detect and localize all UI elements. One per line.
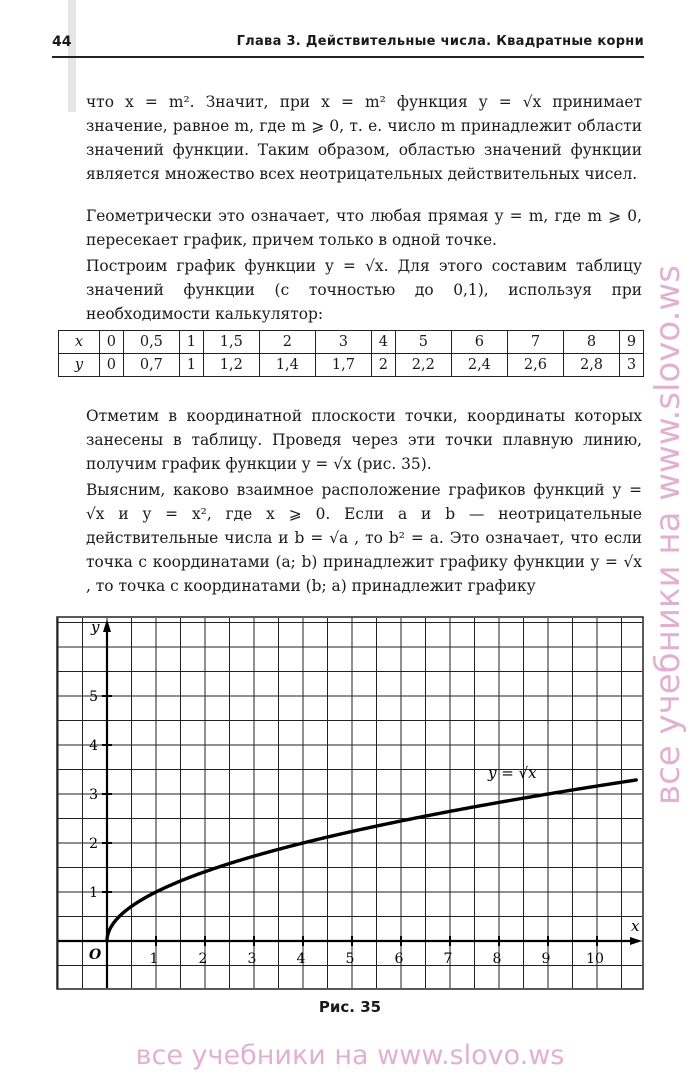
watermark-bottom: все учебники на www.slovo.ws [135, 1040, 565, 1071]
paragraph-2-text: Геометрически это означает, что любая прямая y = m, где m ⩾ 0, пересекает график, причем только в одной точке. [86, 207, 642, 249]
table-cell: 1,5 [203, 331, 259, 354]
function-label: y = √x [488, 764, 537, 782]
graph-frame [57, 617, 643, 989]
paragraph-2 [86, 204, 642, 252]
table-cell: 1,2 [203, 354, 259, 377]
table-cell: 0,5 [123, 331, 179, 354]
paragraph-1 [86, 90, 642, 186]
paragraph-3-text: Построим график функции y = √x. Для этого составим таблицу значений функции (с точностью до 0,1), используя при необходимости калькулятор: [86, 257, 642, 323]
table-cell: 1 [179, 354, 203, 377]
x-tick-label: 8 [492, 951, 502, 967]
table-row-y-label: y [59, 354, 100, 377]
table-cell: 2,6 [507, 354, 563, 377]
table-cell: 2 [259, 331, 315, 354]
x-tick-label: 7 [443, 951, 453, 967]
table-cell: 0 [100, 331, 124, 354]
paragraph-4-text: Отметим в координатной плоскости точки, координаты которых занесены в таблицу. Проведя через эти точки плавную линию, получим график функции y = √x (рис. 35). [86, 407, 642, 473]
page-header [52, 34, 644, 56]
table-row-x [59, 331, 644, 354]
table-cell: 2,8 [563, 354, 619, 377]
x-tick-label: 5 [345, 951, 355, 967]
page-number: 44 [52, 34, 72, 50]
paragraph-1-text: что x = m². Значит, при x = m² функция y = √x принимает значение, равное m, где m ⩾ 0, т. е. число m принадлежит области значений функции. Таким образом, областью значений функции является множество всех неотрицательных действительных чисел. [86, 93, 642, 183]
table-cell: 0 [100, 354, 124, 377]
x-tick-label: 10 [586, 951, 604, 967]
table-cell: 7 [507, 331, 563, 354]
table-row-x-label: x [59, 331, 100, 354]
table-cell: 1,7 [315, 354, 371, 377]
x-tick-label: 2 [198, 951, 208, 967]
table-cell: 1,4 [259, 354, 315, 377]
table-row-y [59, 354, 644, 377]
paragraph-3 [86, 254, 642, 326]
table-cell: 4 [371, 331, 395, 354]
x-tick-label: 4 [296, 951, 306, 967]
table-cell: 1 [179, 331, 203, 354]
grid [57, 617, 643, 989]
table-cell: 6 [451, 331, 507, 354]
table-cell: 2,4 [451, 354, 507, 377]
sqrt-function-graph [56, 616, 644, 990]
paragraph-4 [86, 404, 642, 476]
axis-labels [89, 618, 640, 963]
table-cell: 2,2 [395, 354, 451, 377]
watermark-side: все учебники на www.slovo.ws [648, 265, 688, 805]
table-cell: 2 [371, 354, 395, 377]
table-cell: 3 [315, 331, 371, 354]
y-axis-arrow-icon [103, 619, 111, 632]
x-tick-label: 6 [394, 951, 404, 967]
axes [58, 619, 642, 988]
table-cell: 0,7 [123, 354, 179, 377]
x-tick-label: 1 [149, 951, 159, 967]
x-tick-label: 3 [247, 951, 257, 967]
figure-caption: Рис. 35 [318, 998, 382, 1016]
y-tick-label: 5 [89, 689, 98, 705]
table-cell: 3 [620, 354, 644, 377]
table-cell: 8 [563, 331, 619, 354]
x-axis-label: x [631, 917, 640, 935]
header-rule [52, 56, 644, 58]
table-cell: 5 [395, 331, 451, 354]
values-table [58, 330, 644, 377]
tick-labels [89, 689, 604, 967]
y-tick-label: 3 [89, 787, 98, 803]
origin-label: O [89, 947, 102, 963]
paragraph-5 [86, 478, 642, 598]
y-axis-label: y [91, 618, 100, 636]
paragraph-5-text: Выясним, каково взаимное расположение графиков функций y = √x и y = x², где x ⩾ 0. Если a и b — неотрицательные действительные числа и b = √a , то b² = a. Это означает, что если точка с координатами (a; b) принадлежит графику функции y = √x , то точка с координатами (b; a) принадлежит графику [86, 481, 642, 595]
y-tick-label: 2 [89, 836, 98, 852]
y-tick-label: 4 [89, 738, 98, 754]
running-head: Глава 3. Действительные числа. Квадратные корни [236, 34, 644, 49]
table-cell: 9 [620, 331, 644, 354]
y-tick-label: 1 [89, 885, 98, 901]
x-tick-label: 9 [541, 951, 551, 967]
x-axis-arrow-icon [630, 937, 642, 945]
